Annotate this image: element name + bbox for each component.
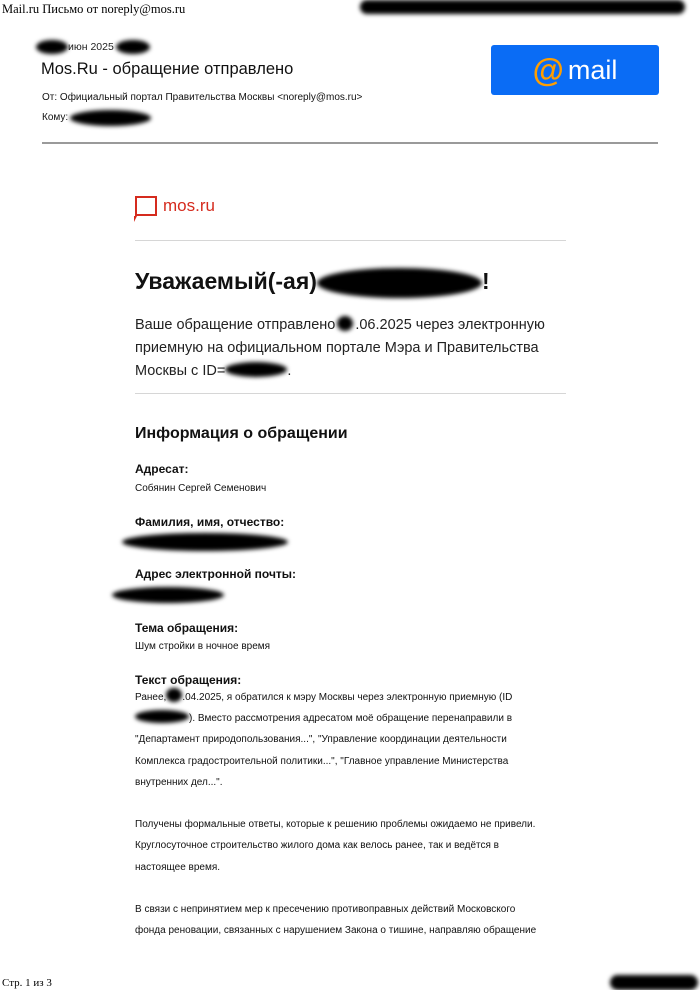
- redacted-name: [317, 268, 482, 298]
- redacted-fio: [122, 533, 288, 551]
- body-line: .04.2025, я обратился к мэру Москвы через электронную приемную (ID: [182, 692, 513, 703]
- para-line3-a: Москвы с ID=: [135, 363, 226, 379]
- header-divider: [42, 142, 658, 144]
- body-line: ). Вместо рассмотрения адресатом моё обращение перенаправили в: [189, 713, 513, 725]
- mail-logo-word: mail: [567, 54, 618, 85]
- addressee-value: Собянин Сергей Семенович: [135, 483, 267, 494]
- redacted-day: [36, 40, 68, 54]
- topic-label: Тема обращения:: [135, 621, 239, 635]
- redacted-date-day: [337, 316, 353, 331]
- divider-middle: [135, 393, 566, 394]
- body-line: В связи с непринятием мер к пресечению противоправных действий Московского: [135, 904, 516, 915]
- body-line: внутренних дел...".: [135, 776, 223, 788]
- email-from: [42, 92, 362, 103]
- greeting: Уважаемый(-ая): [135, 268, 317, 294]
- redacted-footer-date: [610, 975, 698, 990]
- body-line: "Департамент природопользования...", "Управление координации деятельности: [135, 734, 507, 746]
- page-number: Стр. 1 из 3: [2, 977, 52, 989]
- redacted-prev-id: [135, 710, 189, 723]
- at-icon: @: [532, 52, 564, 88]
- addressee-label: Адресат:: [135, 462, 189, 476]
- confirmation-paragraph: [135, 314, 565, 383]
- email-label: Адрес электронной почты:: [135, 567, 297, 581]
- body-line: настоящее время.: [135, 861, 221, 873]
- speech-bubble-icon: [135, 196, 157, 216]
- body-line: Ранее,: [135, 692, 167, 703]
- email-date: июн 2025: [68, 41, 114, 53]
- body-line: Получены формальные ответы, которые к решению проблемы ожидаемо не привели.: [135, 819, 536, 831]
- topic-value: Шум стройки в ночное время: [135, 641, 271, 652]
- body-line: Круглосуточное строительство жилого дома как велось ранее, так и ведётся в: [135, 840, 499, 852]
- appeal-text: [135, 687, 575, 941]
- para-line1-b: .06.2025 через электронную: [355, 317, 545, 333]
- redacted-url: [360, 0, 685, 14]
- redacted-id: [225, 362, 287, 377]
- redacted-day-2: [166, 688, 182, 702]
- mosru-logo-text: mos.ru: [163, 196, 215, 215]
- redacted-time: [116, 40, 150, 54]
- mosru-logo[interactable]: [135, 196, 215, 216]
- email-to: [42, 112, 68, 123]
- email-subject: Mos.Ru - обращение отправлено: [41, 60, 294, 78]
- fio-label: Фамилия, имя, отчество:: [135, 515, 285, 529]
- para-line3-b: .: [287, 363, 292, 379]
- from-value: Официальный портал Правительства Москвы <noreply@mos.ru>: [59, 92, 363, 103]
- greeting-exclamation: !: [482, 268, 490, 294]
- mail-ru-logo-button[interactable]: [491, 45, 659, 95]
- redacted-email: [112, 587, 224, 603]
- para-line2: приемную на официальном портале Мэра и Правительства: [135, 340, 539, 356]
- divider-top: [135, 240, 566, 241]
- redacted-recipient: [70, 110, 151, 126]
- body-line: Комплекса градостроительной политики...", "Главное управление Министерства: [135, 755, 509, 767]
- body-line: фонда реновации, связанных с нарушением Закона о тишине, направляю обращение: [135, 925, 537, 937]
- print-header-title: Mail.ru Письмо от noreply@mos.ru: [2, 2, 186, 16]
- to-label: Кому:: [42, 112, 69, 123]
- text-label: Текст обращения:: [135, 673, 242, 687]
- info-heading: Информация о обращении: [135, 425, 348, 442]
- from-label: От:: [42, 92, 58, 103]
- para-line1-a: Ваше обращение отправлено: [135, 317, 336, 333]
